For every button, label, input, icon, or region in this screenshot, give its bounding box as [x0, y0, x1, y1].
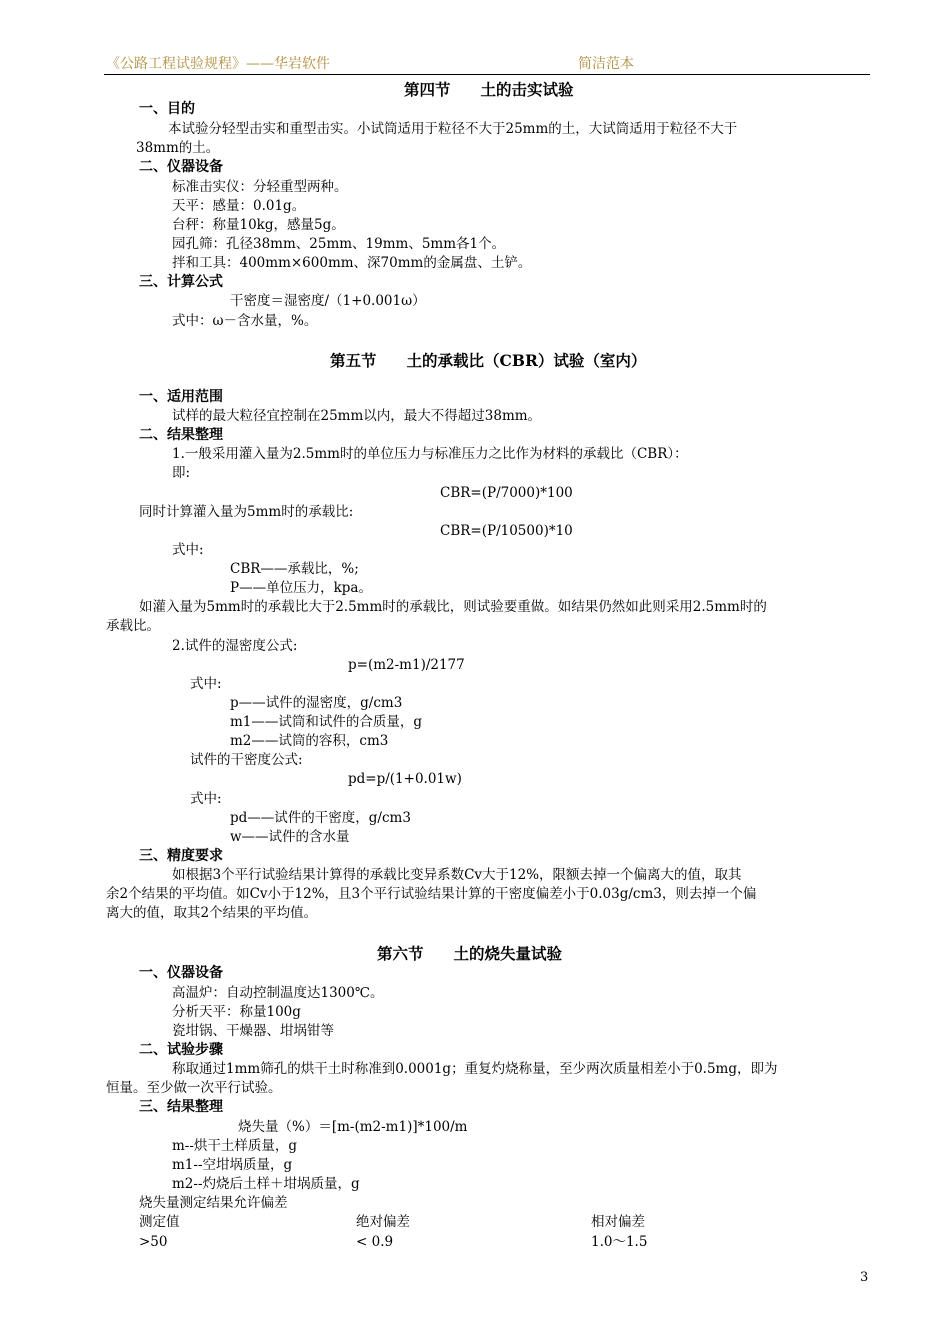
s5-heading-results: 二、结果整理	[139, 427, 223, 443]
s5-paragraph-11a: 如根据3个平行试验结果计算得的承载比变异系数Cv大于12%，限额去掉一个偏离大的值，取其	[172, 867, 742, 883]
s6-paragraph-1a: 称取通过1mm筛孔的烘干土时称准到0.0001g；重复灼烧称量，至少两次质量相差小于0.5mg，即为	[172, 1061, 778, 1077]
s5-paragraph-6a: 如灌入量为5mm时的承载比大于2.5mm时的承载比，则试验要重做。如结果仍然如此则采用2.5mm时的	[139, 599, 767, 615]
s6-heading-equipment: 一、仪器设备	[139, 965, 223, 981]
s6-heading-results: 三、结果整理	[139, 1099, 223, 1115]
s5-paragraph-2: 1.一般采用灌入量为2.5mm时的单位压力与标准压力之比作为材料的承载比（CBR）：	[172, 446, 688, 462]
s4-equipment-3: 台秤：称量10kg，感量5g。	[172, 217, 345, 233]
table-cell-measured: >50	[139, 1234, 168, 1250]
s5-paragraph-5: 式中:	[172, 542, 204, 558]
s6-heading-procedure: 二、试验步骤	[139, 1042, 223, 1058]
s5-formula-2: CBR=(P/10500)*10	[440, 523, 573, 539]
s4-paragraph-1b: 38mm的土。	[136, 140, 220, 156]
header-rule	[104, 74, 870, 75]
s6-equipment-2: 分析天平：称量100g	[172, 1004, 301, 1020]
s4-equipment-2: 天平：感量：0.01g。	[172, 198, 306, 214]
page-number: 3	[860, 1270, 869, 1285]
s4-equipment-1: 标准击实仪：分轻重型两种。	[172, 179, 348, 195]
table-cell-absolute: < 0.9	[356, 1234, 394, 1250]
s6-formula: 烧失量（%）＝[m-(m2-m1)]*100/m	[238, 1119, 468, 1135]
s5-formula-4: pd=p/(1+0.01w)	[348, 771, 462, 787]
s5-heading-precision: 三、精度要求	[139, 848, 223, 864]
section-6-name: 土的烧失量试验	[453, 944, 563, 963]
s5-paragraph-9: 试件的干密度公式:	[190, 752, 303, 768]
section-4-title	[404, 80, 574, 100]
s5-definition-5: m2——试筒的容积，cm3	[230, 733, 389, 749]
header-subtitle: 简洁范本	[578, 56, 634, 72]
section-6-title	[377, 944, 562, 964]
s5-paragraph-11b: 余2个结果的平均值。如Cv小于12%，且3个平行试验结果计算的干密度偏差小于0.03g/cm3，则去掉一个偏	[106, 886, 757, 902]
s6-equipment-3: 瓷坩锅、干燥器、坩埚钳等	[172, 1023, 334, 1039]
s4-heading-formula: 三、计算公式	[139, 274, 223, 290]
s5-paragraph-3: 即:	[172, 465, 191, 481]
s5-definition-2: P——单位压力，kpa。	[230, 580, 372, 596]
s6-equipment-1: 高温炉：自动控制温度达1300℃。	[172, 985, 384, 1001]
s6-definition-1: m--烘干土样质量，g	[172, 1138, 298, 1154]
table-cell-relative: 1.0～1.5	[591, 1234, 648, 1250]
s5-definition-1: CBR——承载比，%;	[230, 561, 359, 577]
section-5-number: 第五节	[330, 351, 377, 370]
s4-equipment-4: 园孔筛：孔径38mm、25mm、19mm、5mm各1个。	[172, 236, 506, 252]
section-4-number: 第四节	[404, 80, 451, 99]
s4-formula-note: 式中：ω－含水量，%。	[172, 313, 318, 329]
s6-paragraph-1b: 恒量。至少做一次平行试验。	[106, 1080, 282, 1096]
section-5-name: 土的承载比（CBR）试验（室内）	[406, 351, 647, 370]
s5-paragraph-10: 式中:	[190, 791, 222, 807]
s5-definition-7: w——试件的含水量	[230, 829, 350, 845]
s4-heading-purpose: 一、目的	[139, 101, 195, 117]
s5-definition-3: p——试件的湿密度，g/cm3	[230, 695, 403, 711]
s5-formula-1: CBR=(P/7000)*100	[440, 485, 573, 501]
s5-paragraph-1: 试样的最大粒径宜控制在25mm以内，最大不得超过38mm。	[172, 408, 542, 424]
s5-paragraph-4: 同时计算灌入量为5mm时的承载比:	[139, 504, 354, 520]
table-header-measured: 测定值	[139, 1214, 180, 1230]
s5-heading-scope: 一、适用范围	[139, 389, 223, 405]
s4-equipment-5: 拌和工具：400mm×600mm、深70mm的金属盘、土铲。	[172, 255, 532, 271]
s4-formula: 干密度＝湿密度/（1+0.001ω）	[230, 293, 426, 309]
table-header-relative: 相对偏差	[591, 1214, 645, 1230]
s5-paragraph-8: 式中:	[190, 676, 222, 692]
section-4-name: 土的击实试验	[480, 80, 574, 99]
s5-definition-6: pd——试件的干密度，g/cm3	[230, 810, 411, 826]
section-5-title	[330, 351, 646, 371]
s6-paragraph-2: 烧失量测定结果允许偏差	[139, 1195, 288, 1211]
s6-definition-2: m1--空坩埚质量，g	[172, 1157, 293, 1173]
table-header-absolute: 绝对偏差	[356, 1214, 410, 1230]
s5-paragraph-11c: 离大的值，取其2个结果的平均值。	[106, 905, 318, 921]
s5-formula-3: p=(m2-m1)/2177	[348, 657, 465, 673]
s5-paragraph-6b: 承载比。	[106, 618, 160, 634]
s4-paragraph-1a: 本试验分轻型击实和重型击实。小试筒适用于粒径不大于25mm的土，大试筒适用于粒径不大于	[168, 121, 738, 137]
s5-paragraph-7: 2.试件的湿密度公式:	[172, 638, 298, 654]
s4-heading-equipment: 二、仪器设备	[139, 159, 223, 175]
header-title: 《公路工程试验规程》——华岩软件	[106, 56, 330, 72]
s5-definition-4: m1——试筒和试件的合质量，g	[230, 714, 423, 730]
s6-definition-3: m2--灼烧后土样＋坩埚质量，g	[172, 1176, 360, 1192]
section-6-number: 第六节	[377, 944, 424, 963]
